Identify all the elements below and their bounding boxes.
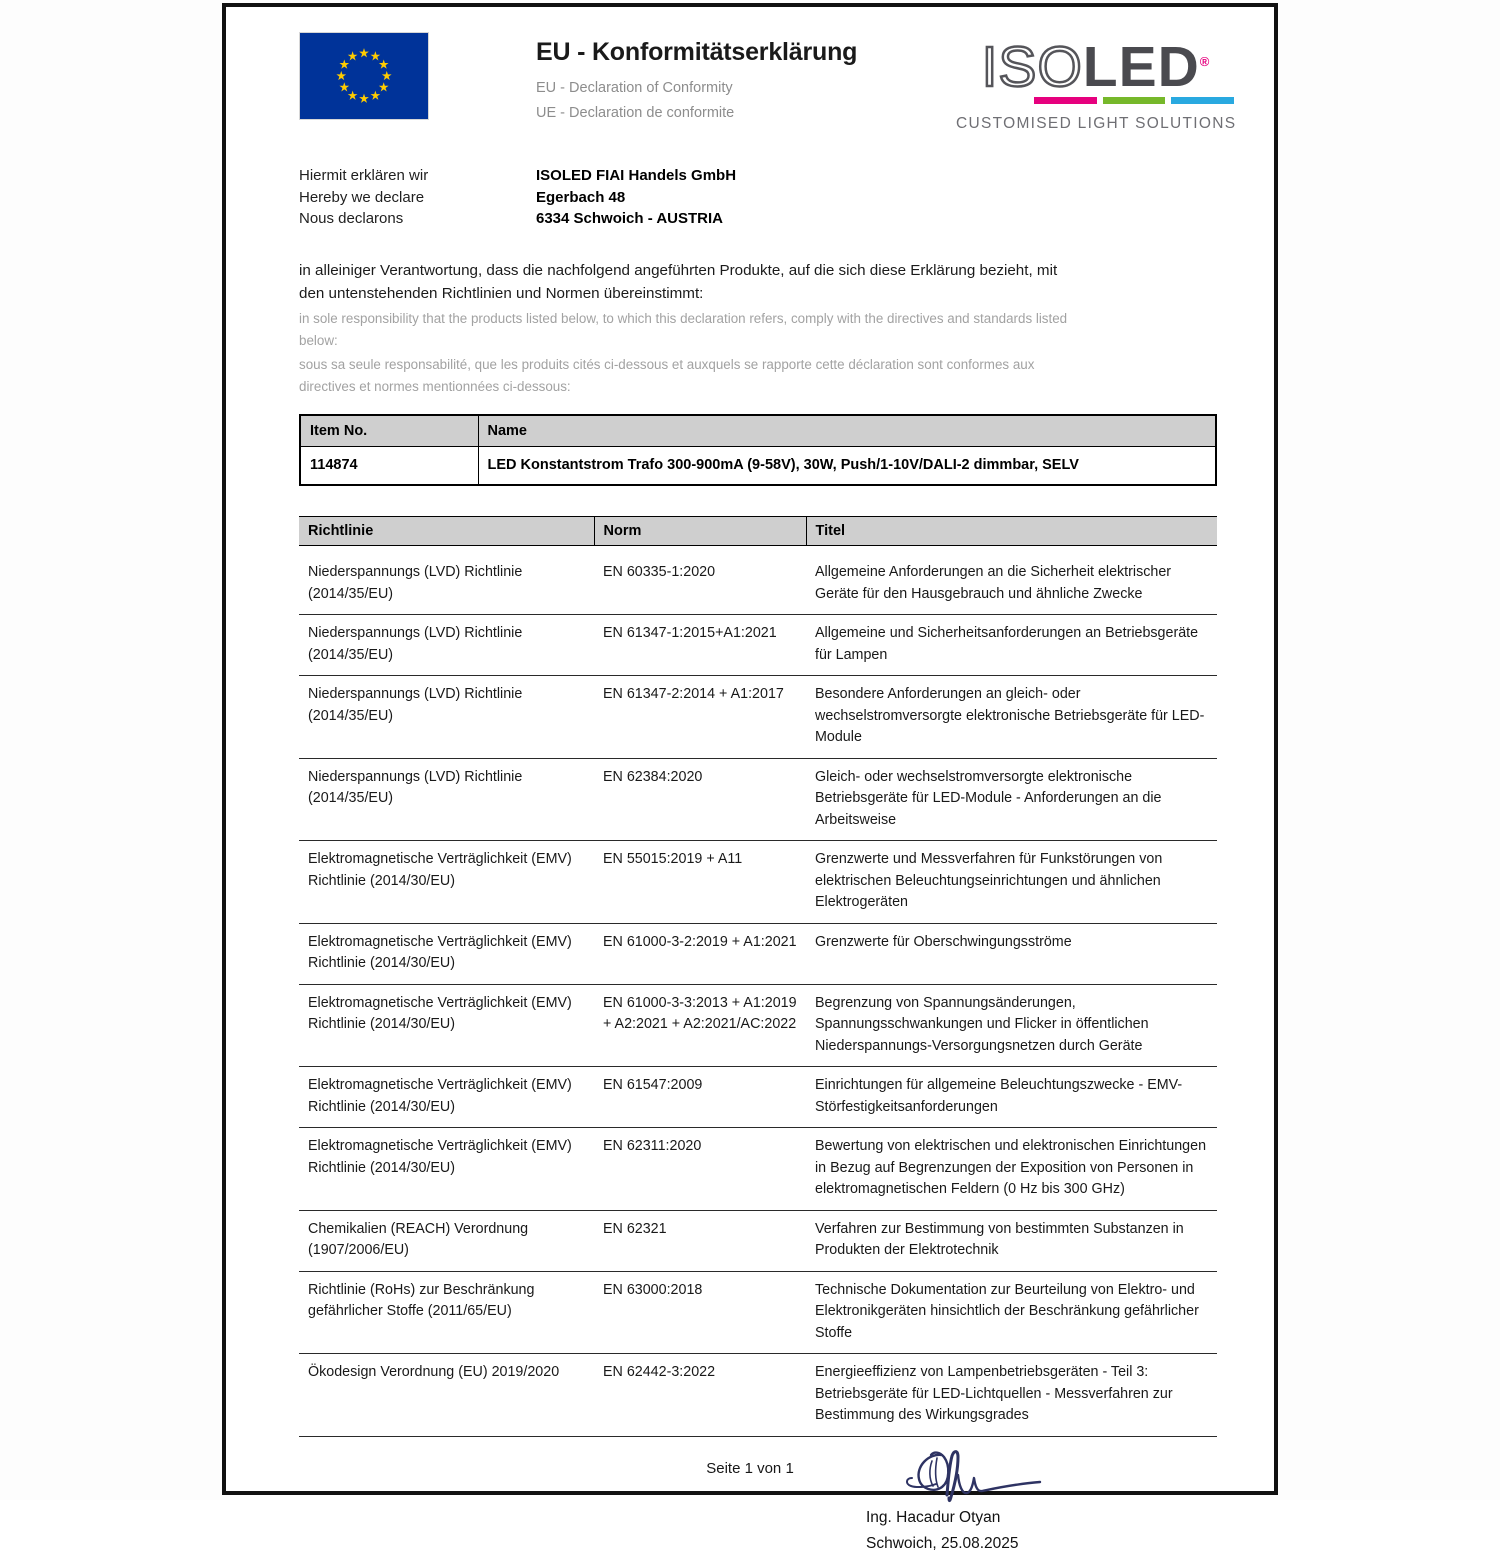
declaration-labels bbox=[299, 165, 428, 230]
company-city: 6334 Schwoich - AUSTRIA bbox=[536, 210, 723, 227]
declare-label-de: Hiermit erklären wir bbox=[299, 167, 429, 184]
logo-tagline: CUSTOMISED LIGHT SOLUTIONS bbox=[956, 115, 1237, 132]
standards-cell-titel: Technische Dokumentation zur Beurteilung von Elektro- und Elektronikgeräten hinsichtlich der Beschränkung gefährlicher Stoffe bbox=[806, 1271, 1217, 1354]
standards-cell-titel: Gleich- oder wechselstromversorgte elektronische Betriebsgeräte für LED-Module - Anforderungen an die Arbeitsweise bbox=[806, 758, 1217, 841]
table-row bbox=[299, 1128, 1217, 1211]
table-row bbox=[299, 676, 1217, 759]
table-row bbox=[299, 923, 1217, 984]
eu-flag-icon bbox=[299, 32, 429, 120]
standards-cell-norm: EN 60335-1:2020 bbox=[594, 546, 806, 615]
standards-cell-richtlinie: Elektromagnetische Verträglichkeit (EMV) Richtlinie (2014/30/EU) bbox=[299, 1128, 594, 1211]
item-table-header-name: Name bbox=[478, 415, 1216, 447]
responsibility-block bbox=[299, 259, 1079, 397]
standards-cell-norm: EN 61547:2009 bbox=[594, 1067, 806, 1128]
standards-cell-norm: EN 62321 bbox=[594, 1210, 806, 1271]
logo-iso-text: ISO bbox=[981, 35, 1083, 99]
item-table-header-itemno: Item No. bbox=[300, 415, 478, 447]
company-address bbox=[536, 165, 736, 230]
item-name-cell: LED Konstantstrom Trafo 300-900mA (9-58V), 30W, Push/1-10V/DALI-2 dimmbar, SELV bbox=[478, 447, 1216, 486]
standards-cell-norm: EN 55015:2019 + A11 bbox=[594, 841, 806, 924]
standards-cell-richtlinie: Niederspannungs (LVD) Richtlinie (2014/35/EU) bbox=[299, 615, 594, 676]
standards-header-norm: Norm bbox=[594, 517, 806, 546]
standards-cell-titel: Grenzwerte für Oberschwingungsströme bbox=[806, 923, 1217, 984]
declare-label-en: Hereby we declare bbox=[299, 188, 425, 206]
standards-cell-norm: EN 61000-3-2:2019 + A1:2021 bbox=[594, 923, 806, 984]
table-row bbox=[299, 841, 1217, 924]
item-table-header-row bbox=[300, 415, 1216, 447]
standards-cell-richtlinie: Elektromagnetische Verträglichkeit (EMV) Richtlinie (2014/30/EU) bbox=[299, 923, 594, 984]
standards-cell-titel: Allgemeine und Sicherheitsanforderungen an Betriebsgeräte für Lampen bbox=[806, 615, 1217, 676]
item-table bbox=[299, 414, 1217, 486]
table-row bbox=[300, 447, 1216, 486]
standards-cell-richtlinie: Niederspannungs (LVD) Richtlinie (2014/35/EU) bbox=[299, 546, 594, 615]
standards-table-header-row bbox=[299, 517, 1217, 546]
item-table-body bbox=[300, 447, 1216, 486]
standards-cell-norm: EN 61347-2:2014 + A1:2017 bbox=[594, 676, 806, 759]
standards-header-titel: Titel bbox=[806, 517, 1217, 546]
standards-cell-richtlinie: Elektromagnetische Verträglichkeit (EMV) Richtlinie (2014/30/EU) bbox=[299, 841, 594, 924]
company-street: Egerbach 48 bbox=[536, 188, 626, 206]
standards-cell-richtlinie: Niederspannungs (LVD) Richtlinie (2014/35/EU) bbox=[299, 758, 594, 841]
standards-cell-norm: EN 61000-3-3:2013 + A1:2019 + A2:2021 + A2:2021/AC:2022 bbox=[594, 984, 806, 1067]
signature-place-date: Schwoich, 25.08.2025 bbox=[866, 1534, 1019, 1552]
standards-cell-richtlinie: Elektromagnetische Verträglichkeit (EMV) Richtlinie (2014/30/EU) bbox=[299, 984, 594, 1067]
standards-table-body bbox=[299, 546, 1217, 1437]
standards-cell-richtlinie: Ökodesign Verordnung (EU) 2019/2020 bbox=[299, 1354, 594, 1437]
standards-cell-titel: Allgemeine Anforderungen an die Sicherheit elektrischer Geräte für den Hausgebrauch und ähnliche Zwecke bbox=[806, 546, 1217, 615]
table-row bbox=[299, 1210, 1217, 1271]
standards-table bbox=[299, 516, 1217, 1437]
document-page bbox=[222, 3, 1278, 1552]
standards-cell-richtlinie: Chemikalien (REACH) Verordnung (1907/2006/EU) bbox=[299, 1210, 594, 1271]
standards-cell-titel: Bewertung von elektrischen und elektronischen Einrichtungen in Bezug auf Begrenzungen der Exposition von Personen in elektromagnetischen Feldern (0 Hz bis 300 GHz) bbox=[806, 1128, 1217, 1211]
table-row bbox=[299, 984, 1217, 1067]
isoled-logo bbox=[956, 33, 1236, 133]
standards-cell-norm: EN 62311:2020 bbox=[594, 1128, 806, 1211]
standards-cell-norm: EN 62442-3:2022 bbox=[594, 1354, 806, 1437]
responsibility-en: in sole responsibility that the products listed below, to which this declaration refers, comply with the directives and standards listed below: bbox=[299, 311, 1068, 348]
standards-cell-norm: EN 63000:2018 bbox=[594, 1271, 806, 1354]
logo-wordmark bbox=[981, 33, 1211, 99]
standards-cell-richtlinie: Richtlinie (RoHs) zur Beschränkung gefährlicher Stoffe (2011/65/EU) bbox=[299, 1271, 594, 1354]
standards-header-richtlinie: Richtlinie bbox=[299, 517, 594, 546]
responsibility-de: in alleiniger Verantwortung, dass die nachfolgend angeführten Produkte, auf die sich diese Erklärung bezieht, mit den untenstehenden Richtlinien und Normen übereinstimmt: bbox=[299, 262, 1058, 302]
page-title-fr: UE - Declaration de conformite bbox=[536, 105, 735, 121]
standards-cell-titel: Besondere Anforderungen an gleich- oder wechselstromversorgte elektronische Betriebsgeräte für LED-Module bbox=[806, 676, 1217, 759]
registered-mark-icon: ® bbox=[1199, 54, 1211, 69]
company-name: ISOLED FIAI Handels GmbH bbox=[536, 167, 737, 184]
table-row bbox=[299, 1067, 1217, 1128]
declaration-block bbox=[226, 165, 1274, 241]
logo-led-text: LED bbox=[1082, 35, 1200, 99]
responsibility-fr: sous sa seule responsabilité, que les produits cités ci-dessous et auxquels se rapporte cette déclaration sont conformes aux directives et normes mentionnées ci-dessous: bbox=[299, 357, 1035, 394]
standards-cell-titel: Einrichtungen für allgemeine Beleuchtungszwecke - EMV-Störfestigkeitsanforderungen bbox=[806, 1067, 1217, 1128]
table-row bbox=[299, 1271, 1217, 1354]
table-row bbox=[299, 758, 1217, 841]
standards-cell-richtlinie: Elektromagnetische Verträglichkeit (EMV) Richtlinie (2014/30/EU) bbox=[299, 1067, 594, 1128]
table-row bbox=[299, 1354, 1217, 1437]
document-body bbox=[226, 7, 1274, 1552]
signatory-name: Ing. Hacadur Otyan bbox=[866, 1508, 1001, 1526]
standards-cell-titel: Energieeffizienz von Lampenbetriebsgeräten - Teil 3: Betriebsgeräte für LED-Lichtquellen - Messverfahren zur Bestimmung des Wirkungsgrades bbox=[806, 1354, 1217, 1437]
declare-label-fr: Nous declarons bbox=[299, 210, 404, 227]
standards-cell-norm: EN 61347-1:2015+A1:2021 bbox=[594, 615, 806, 676]
table-row bbox=[299, 615, 1217, 676]
item-no-cell: 114874 bbox=[300, 447, 478, 486]
page-title: EU - Konformitätserklärung bbox=[536, 38, 858, 66]
standards-cell-titel: Verfahren zur Bestimmung von bestimmten Substanzen in Produkten der Elektrotechnik bbox=[806, 1210, 1217, 1271]
page-title-en: EU - Declaration of Conformity bbox=[536, 80, 733, 96]
standards-cell-richtlinie: Niederspannungs (LVD) Richtlinie (2014/35/EU) bbox=[299, 676, 594, 759]
document-header bbox=[226, 25, 1274, 145]
standards-cell-titel: Begrenzung von Spannungsänderungen, Spannungsschwankungen und Flicker in öffentlichen Niederspannungs-Versorgungsnetzen durch Geräte bbox=[806, 984, 1217, 1067]
title-block bbox=[536, 38, 857, 130]
standards-cell-norm: EN 62384:2020 bbox=[594, 758, 806, 841]
page-footer: Seite 1 von 1 bbox=[706, 1460, 794, 1477]
table-row bbox=[299, 546, 1217, 615]
standards-cell-titel: Grenzwerte und Messverfahren für Funkstörungen von elektrischen Beleuchtungseinrichtungen und ähnlichen Elektrogeräten bbox=[806, 841, 1217, 924]
